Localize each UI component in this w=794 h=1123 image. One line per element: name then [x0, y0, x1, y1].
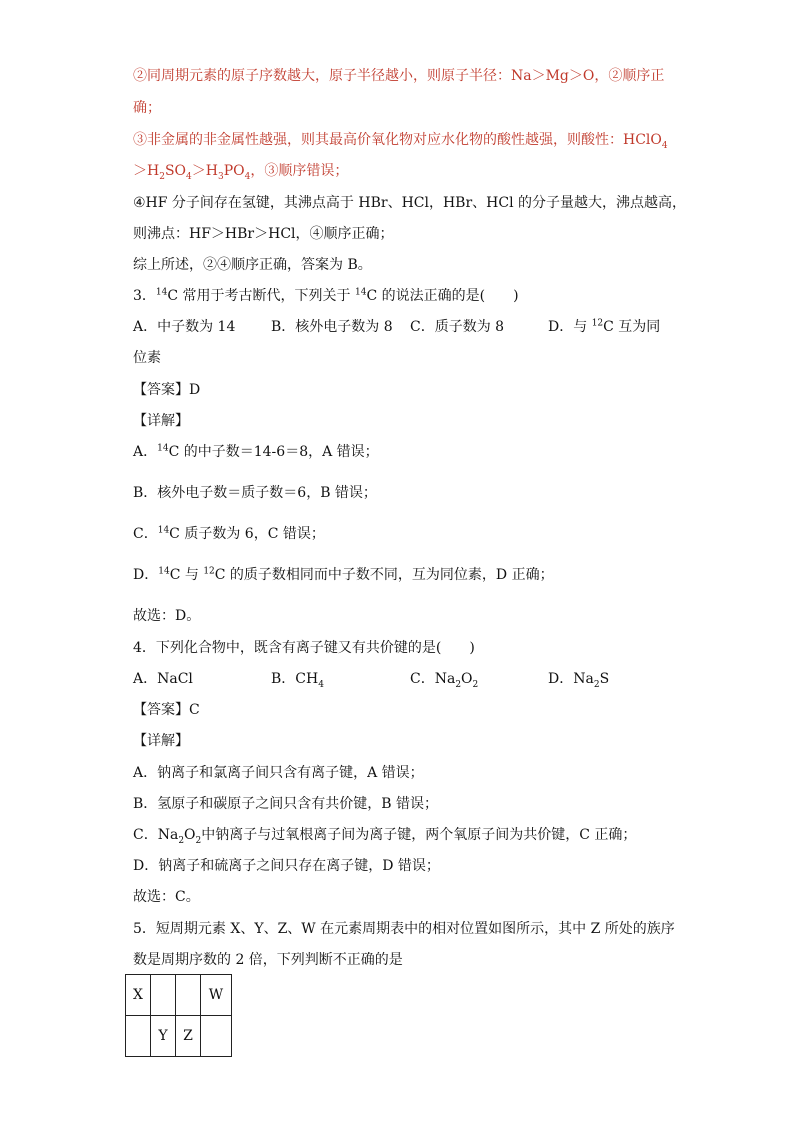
q3-option-c[interactable]: C．质子数为 8 [410, 319, 505, 335]
table-cell [151, 975, 176, 1016]
table-cell-w: W [201, 975, 232, 1016]
q3-option-a[interactable]: A．中子数为 14 [133, 319, 236, 335]
q3-stem: 3．$^{14}$C 常用于考古断代，下列关于 $^{14}$C 的说法正确的是( ) [133, 287, 519, 304]
q3-option-d[interactable]: D．与 $^{12}$C 互为同 [548, 318, 661, 335]
table-cell-x: X [126, 975, 151, 1016]
q3-option-b[interactable]: B．核外电子数为 8 [271, 319, 393, 335]
q2-exp-line4: $>H_2SO_4>H_3PO_4$，③顺序错误； [133, 163, 349, 182]
q4-exp-c: C．$Na_2O_2$中钠离子与过氧根离子间为离子键，两个氧原子间为共价键，C 正确； [133, 827, 637, 846]
table-cell [126, 1016, 151, 1057]
table-cell [201, 1016, 232, 1057]
q4-option-c[interactable]: C．$Na_2O_2$ [410, 671, 479, 690]
q4-conclusion: 故选：C。 [133, 889, 200, 905]
q5-stem-line2: 数是周期序数的 2 倍，下列判断不正确的是 [133, 952, 403, 968]
q4-option-d[interactable]: D．$Na_2S$ [548, 671, 610, 690]
q4-option-b[interactable]: B．$CH_4$ [271, 671, 324, 690]
table-row [126, 1016, 232, 1057]
q2-exp-line1: ②同周期元素的原子序数越大，原子半径越小，则原子半径：Na＞Mg＞O，②顺序正 [133, 68, 665, 84]
q2-exp-line7: 综上所述，②④顺序正确，答案为 B。 [133, 257, 372, 273]
q3-exp-d: D．$^{14}$C 与 $^{12}$C 的质子数相同而中子数不同，互为同位素，D 正确； [133, 566, 554, 583]
q4-answer: 【答案】C [133, 702, 200, 718]
q4-exp-b: B．氢原子和碳原子之间只含有共价键，B 错误； [133, 796, 439, 812]
q3-option-d-cont: 位素 [133, 350, 161, 366]
q4-stem: 4．下列化合物中，既含有离子键又有共价键的是( ) [133, 640, 475, 656]
q2-exp-line5: ④HF 分子间存在氢键，其沸点高于 HBr、HCl，HBr、HCl 的分子量越大，沸点越高， [133, 195, 686, 211]
table-cell [176, 975, 201, 1016]
table-cell-z: Z [176, 1016, 201, 1057]
q3-exp-b: B．核外电子数＝质子数＝6，B 错误； [133, 485, 377, 501]
q3-answer: 【答案】D [133, 382, 201, 398]
q4-detail-label: 【详解】 [133, 733, 189, 749]
q3-exp-c: C．$^{14}$C 质子数为 6，C 错误； [133, 525, 325, 542]
q5-stem-line1: 5．短周期元素 X、Y、Z、W 在元素周期表中的相对位置如图所示，其中 Z 所处的族序 [133, 921, 675, 937]
q3-exp-a: A．$^{14}$C 的中子数＝14-6＝8，A 错误； [133, 443, 379, 460]
q3-detail-label: 【详解】 [133, 413, 189, 429]
q2-exp-line3: ③非金属的非金属性越强，则其最高价氧化物对应水化物的酸性越强，则酸性：HClO$_4$ [133, 132, 668, 151]
table-cell-y: Y [151, 1016, 176, 1057]
q2-exp-line2: 确； [133, 100, 161, 116]
q4-option-a[interactable]: A．NaCl [133, 671, 193, 687]
q2-exp-line6: 则沸点：HF＞HBr＞HCl，④顺序正确； [133, 226, 394, 242]
q3-conclusion: 故选：D。 [133, 608, 201, 624]
periodic-table-fragment [125, 974, 232, 1057]
table-row [126, 975, 232, 1016]
q4-exp-d: D．钠离子和硫离子之间只存在离子键，D 错误； [133, 858, 440, 874]
q4-exp-a: A．钠离子和氯离子间只含有离子键，A 错误； [133, 765, 424, 781]
